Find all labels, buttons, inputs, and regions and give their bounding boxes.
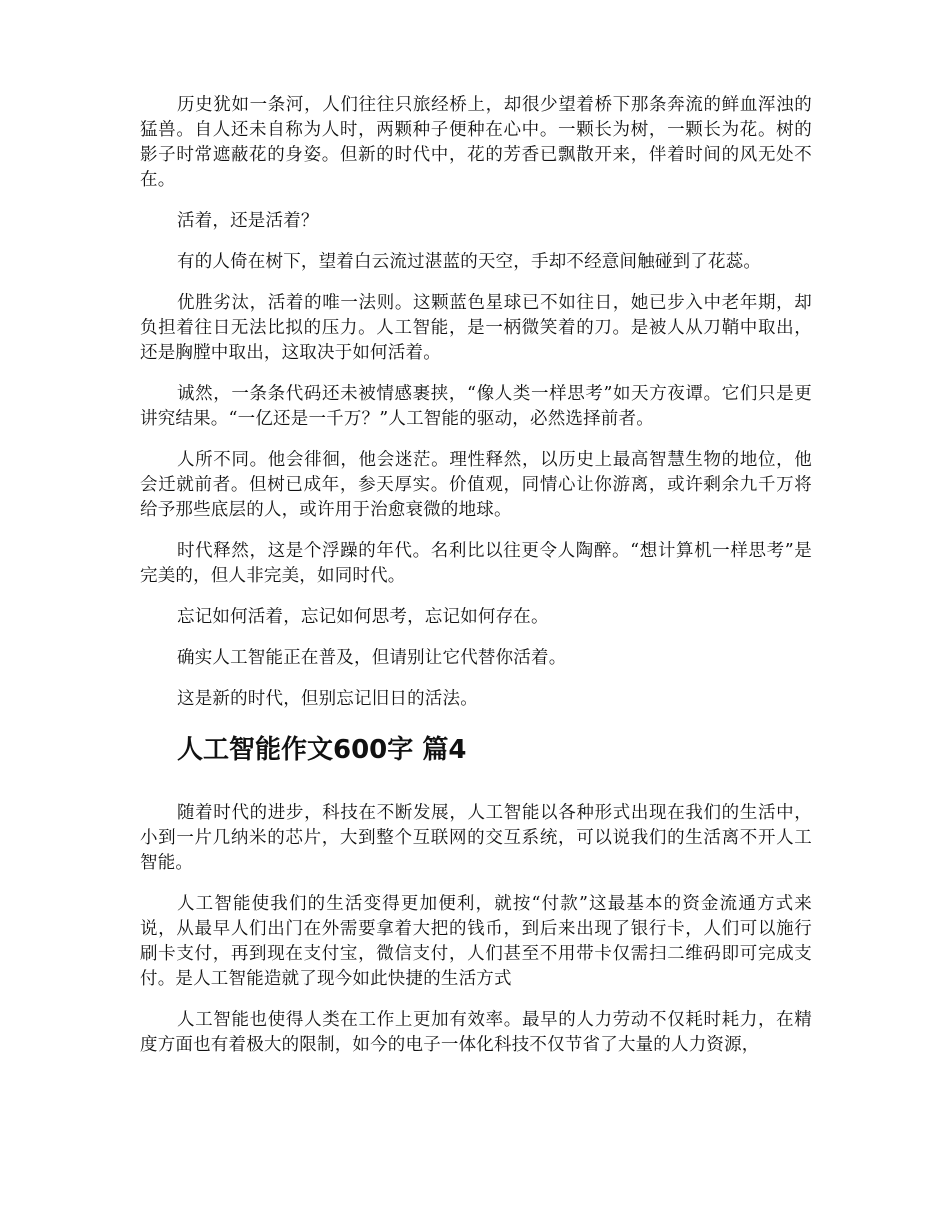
paragraph: 人所不同。他会徘徊，他会迷茫。理性释然，以历史上最高智慧生物的地位，他会迁就前者。但树已成年，参天厚实。价值观，同情心让你游离，或许剩余九千万将给予那些底层的人，或许用于治愈衰微的地球。	[140, 450, 812, 520]
paragraph: 确实人工智能正在普及，但请别让它代替你活着。	[177, 648, 567, 668]
paragraph: 诚然，一条条代码还未被情感裹挟，“像人类一样思考”如天方夜谭。它们只是更讲究结果。“一亿还是一千万？”人工智能的驱动，必然选择前者。	[140, 384, 812, 429]
paragraph: 这是新的时代，但别忘记旧日的活法。	[177, 689, 478, 709]
document-page	[140, 93, 812, 1074]
paragraph: 有的人倚在树下，望着白云流过湛蓝的天空，手却不经意间触碰到了花蕊。	[177, 252, 762, 272]
paragraph: 忘记如何活着，忘记如何思考，忘记如何存在。	[177, 607, 549, 627]
paragraph: 随着时代的进步，科技在不断发展，人工智能以各种形式出现在我们的生活中，小到一片几纳米的芯片，大到整个互联网的交互系统，可以说我们的生活离不开人工智能。	[140, 803, 812, 873]
section-heading: 人工智能作文600字 篇4	[177, 735, 467, 765]
paragraph: 人工智能使我们的生活变得更加便利，就按“付款”这最基本的资金流通方式来说，从最早人们出门在外需要拿着大把的钱币，到后来出现了银行卡，人们可以施行刷卡支付，再到现在支付宝，微信支付，人们甚至不用带卡仅需扫二维码即可完成支付。是人工智能造就了现今如此快捷的生活方式	[140, 894, 812, 989]
paragraph: 历史犹如一条河，人们往往只旅经桥上，却很少望着桥下那条奔流的鲜血浑浊的猛兽。自人还未自称为人时，两颗种子便种在心中。一颗长为树，一颗长为花。树的影子时常遮蔽花的身姿。但新的时代中，花的芳香已飘散开来，伴着时间的风无处不在。	[140, 95, 812, 190]
paragraph: 优胜劣汰，活着的唯一法则。这颗蓝色星球已不如往日，她已步入中老年期，却负担着往日无法比拟的压力。人工智能，是一柄微笑着的刀。是被人从刀鞘中取出，还是胸膛中取出，这取决于如何活着。	[140, 293, 812, 363]
paragraph: 时代释然，这是个浮躁的年代。名利比以往更令人陶醉。“想计算机一样思考”是完美的，但人非完美，如同时代。	[140, 541, 812, 586]
paragraph: 活着，还是活着？	[177, 211, 319, 231]
paragraph: 人工智能也使得人类在工作上更加有效率。最早的人力劳动不仅耗时耗力，在精度方面也有着极大的限制，如今的电子一体化科技不仅节省了大量的人力资源，	[140, 1010, 812, 1055]
